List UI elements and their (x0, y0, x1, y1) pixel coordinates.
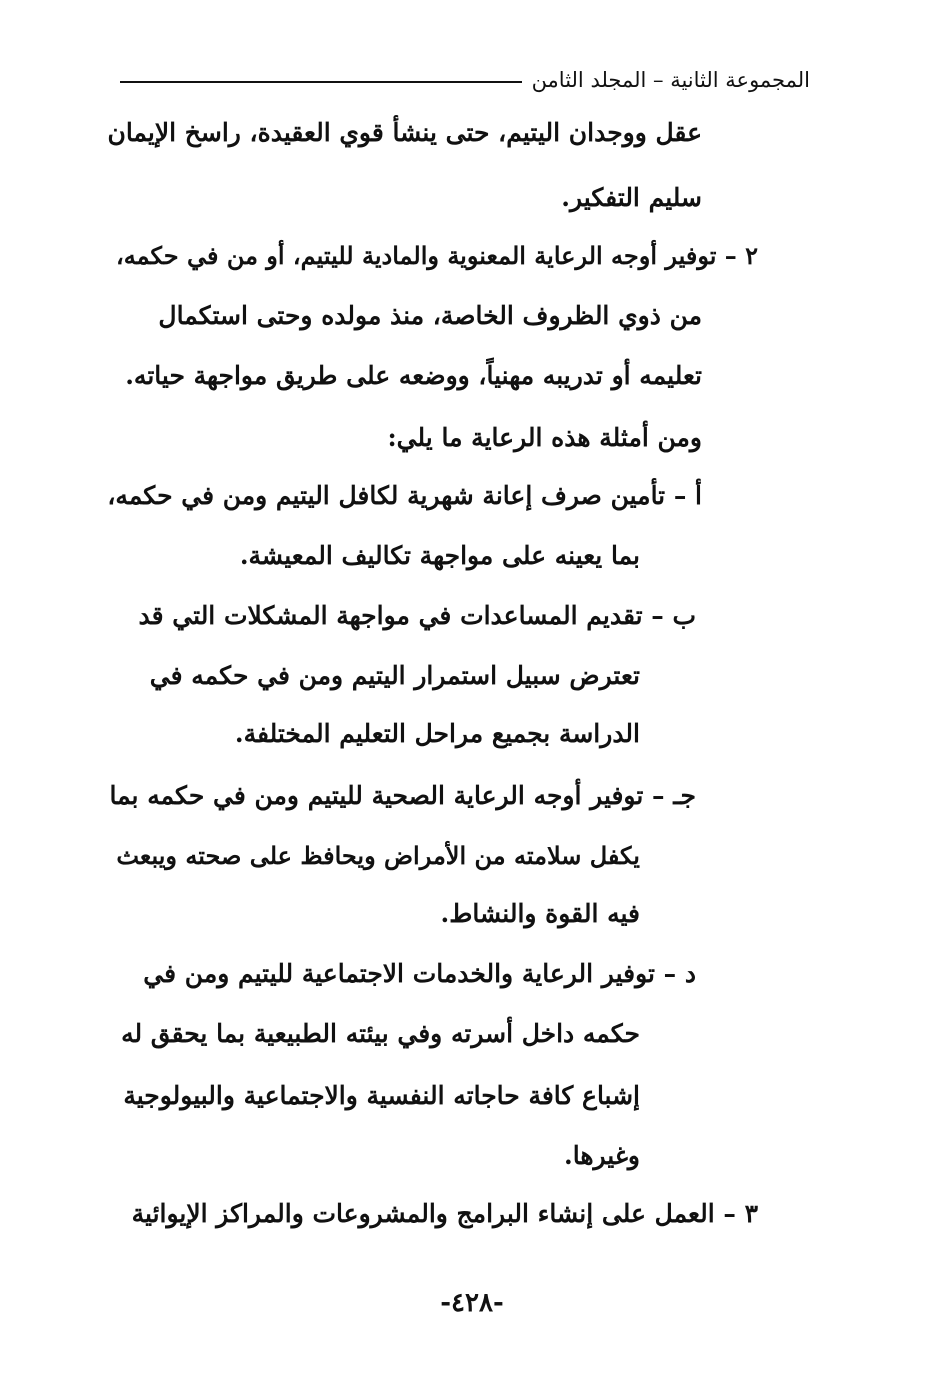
body-line-8: بما يعينه على مواجهة تكاليف المعيشة. (239, 541, 640, 570)
body-line-17: إشباع كافة حاجاته النفسية والاجتماعية والبيولوجية (123, 1081, 640, 1110)
body-line-14: فيه القوة والنشاط. (440, 899, 640, 928)
body-line-9: ب – تقديم المساعدات في مواجهة المشكلات التي قد (138, 601, 696, 630)
body-line-12: جـ – توفير أوجه الرعاية الصحية لليتيم ومن في حكمه بما (109, 781, 696, 810)
body-line-11: الدراسة بجميع مراحل التعليم المختلفة. (234, 719, 640, 748)
body-line-4: من ذوي الظروف الخاصة، منذ مولده وحتى استكمال (158, 301, 702, 330)
body-line-2: سليم التفكير. (561, 183, 702, 212)
body-line-1: عقل ووجدان اليتيم، حتى ينشأ قوي العقيدة، راسخ الإيمان (107, 118, 702, 147)
header-rule (120, 81, 522, 83)
header-title: المجموعة الثانية – المجلد الثامن (531, 68, 810, 92)
body-line-13: يكفل سلامته من الأمراض ويحافظ على صحته ويبعث (116, 841, 640, 870)
body-line-7: أ – تأمين صرف إعانة شهرية لكافل اليتيم ومن في حكمه، (107, 481, 702, 510)
body-line-18: وغيرها. (564, 1141, 640, 1170)
body-line-6: ومن أمثلة هذه الرعاية ما يلي: (387, 423, 702, 452)
body-line-16: حكمه داخل أسرته وفي بيئته الطبيعية بما يحقق له (121, 1019, 640, 1048)
body-line-15: د – توفير الرعاية والخدمات الاجتماعية لليتيم ومن في (143, 959, 696, 988)
body-line-10: تعترض سبيل استمرار اليتيم ومن في حكمه في (149, 661, 640, 690)
body-line-3: ٢ – توفير أوجه الرعاية المعنوية والمادية لليتيم، أو من في حكمه، (116, 241, 758, 270)
page-number: -٤٢٨- (440, 1288, 504, 1318)
body-line-19: ٣ – العمل على إنشاء البرامج والمشروعات والمراكز الإيوائية (131, 1199, 758, 1228)
running-header (120, 60, 810, 100)
body-line-5: تعليمه أو تدريبه مهنياً، ووضعه على طريق مواجهة حياته. (125, 361, 702, 390)
